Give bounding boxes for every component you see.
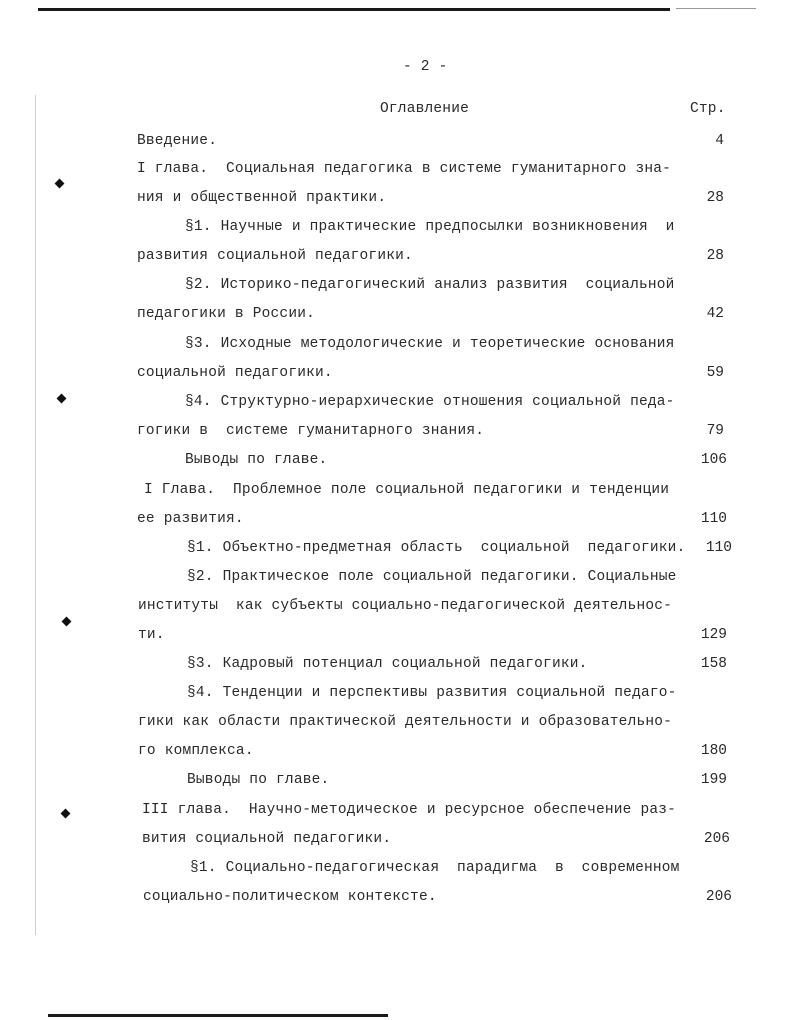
toc-entry-line: социально-политическом контексте. [143,889,437,905]
toc-entry-line: §1. Социально-педагогическая парадигма в современном [190,860,680,876]
toc-entry-line: III глава. Научно-методическое и ресурсное обеспечение раз- [142,802,677,818]
toc-page-number: 129 [700,627,727,643]
toc-entry-line: го комплекса. [138,743,254,759]
toc-entry-line: социальной педагогики. [137,365,333,381]
toc-page-number: 4 [715,133,724,149]
toc-entry-line: §4. Тенденции и перспективы развития социальной педаго- [187,685,677,701]
toc-heading: Оглавление [380,101,470,117]
toc-entry-line: §4. Структурно-иерархические отношения социальной педа- [185,394,675,410]
toc-entry-line: гогики в системе гуманитарного знания. [137,423,485,439]
toc-page-number: 206 [705,889,732,905]
toc-page-number: 110 [700,511,727,527]
toc-entry-line: §1. Объектно-предметная область социальной педагогики. [187,540,686,556]
toc-entry-line: ния и общественной практики. [137,190,387,206]
toc-entry-line: ее развития. [137,511,244,527]
toc-entry-line: I Глава. Проблемное поле социальной педагогики и тенденции [144,482,670,498]
toc-page-number: 42 [706,306,724,322]
toc-page-number: 180 [700,743,727,759]
binding-hole-mark [57,394,67,404]
toc-page-number: 110 [705,540,732,556]
toc-entry-line: I глава. Социальная педагогика в системе гуманитарного зна- [137,161,672,177]
toc-page-number: 199 [700,772,727,788]
toc-entry-line: институты как субъекты социально-педагогической деятельнос- [138,598,673,614]
toc-entry-line: §1. Научные и практические предпосылки возникновения и [185,219,675,235]
toc-entry-line: Выводы по главе. [187,772,330,788]
toc-entry-line: ти. [138,627,165,643]
toc-entry-line: §2. Историко-педагогический анализ развития социальной [185,277,675,293]
toc-page-number: 106 [700,452,727,468]
page-number: - 2 - [403,59,448,75]
binding-hole-mark [61,809,71,819]
toc-entry-line: Выводы по главе. [185,452,328,468]
toc-page-number: 206 [703,831,730,847]
toc-page-number: 79 [706,423,724,439]
toc-entry-line: §2. Практическое поле социальной педагогики. Социальные [187,569,677,585]
binding-hole-mark [55,179,65,189]
bottom-scan-border [48,1014,388,1017]
top-scan-border-tail [676,8,756,9]
top-scan-border [38,8,670,11]
left-margin-shadow [35,95,36,935]
toc-entry-line: развития социальной педагогики. [137,248,413,264]
toc-entry-line: Введение. [137,133,218,149]
toc-page-number: 59 [706,365,724,381]
toc-page-number: 158 [700,656,727,672]
toc-entry-line: вития социальной педагогики. [142,831,392,847]
toc-entry-line: педагогики в России. [137,306,316,322]
page-column-header: Стр. [690,101,726,117]
binding-hole-mark [62,617,72,627]
toc-entry-line: гики как области практической деятельности и образовательно- [138,714,673,730]
toc-page-number: 28 [706,190,724,206]
toc-entry-line: §3. Кадровый потенциал социальной педагогики. [187,656,588,672]
toc-page-number: 28 [706,248,724,264]
toc-entry-line: §3. Исходные методологические и теоретические основания [185,336,675,352]
